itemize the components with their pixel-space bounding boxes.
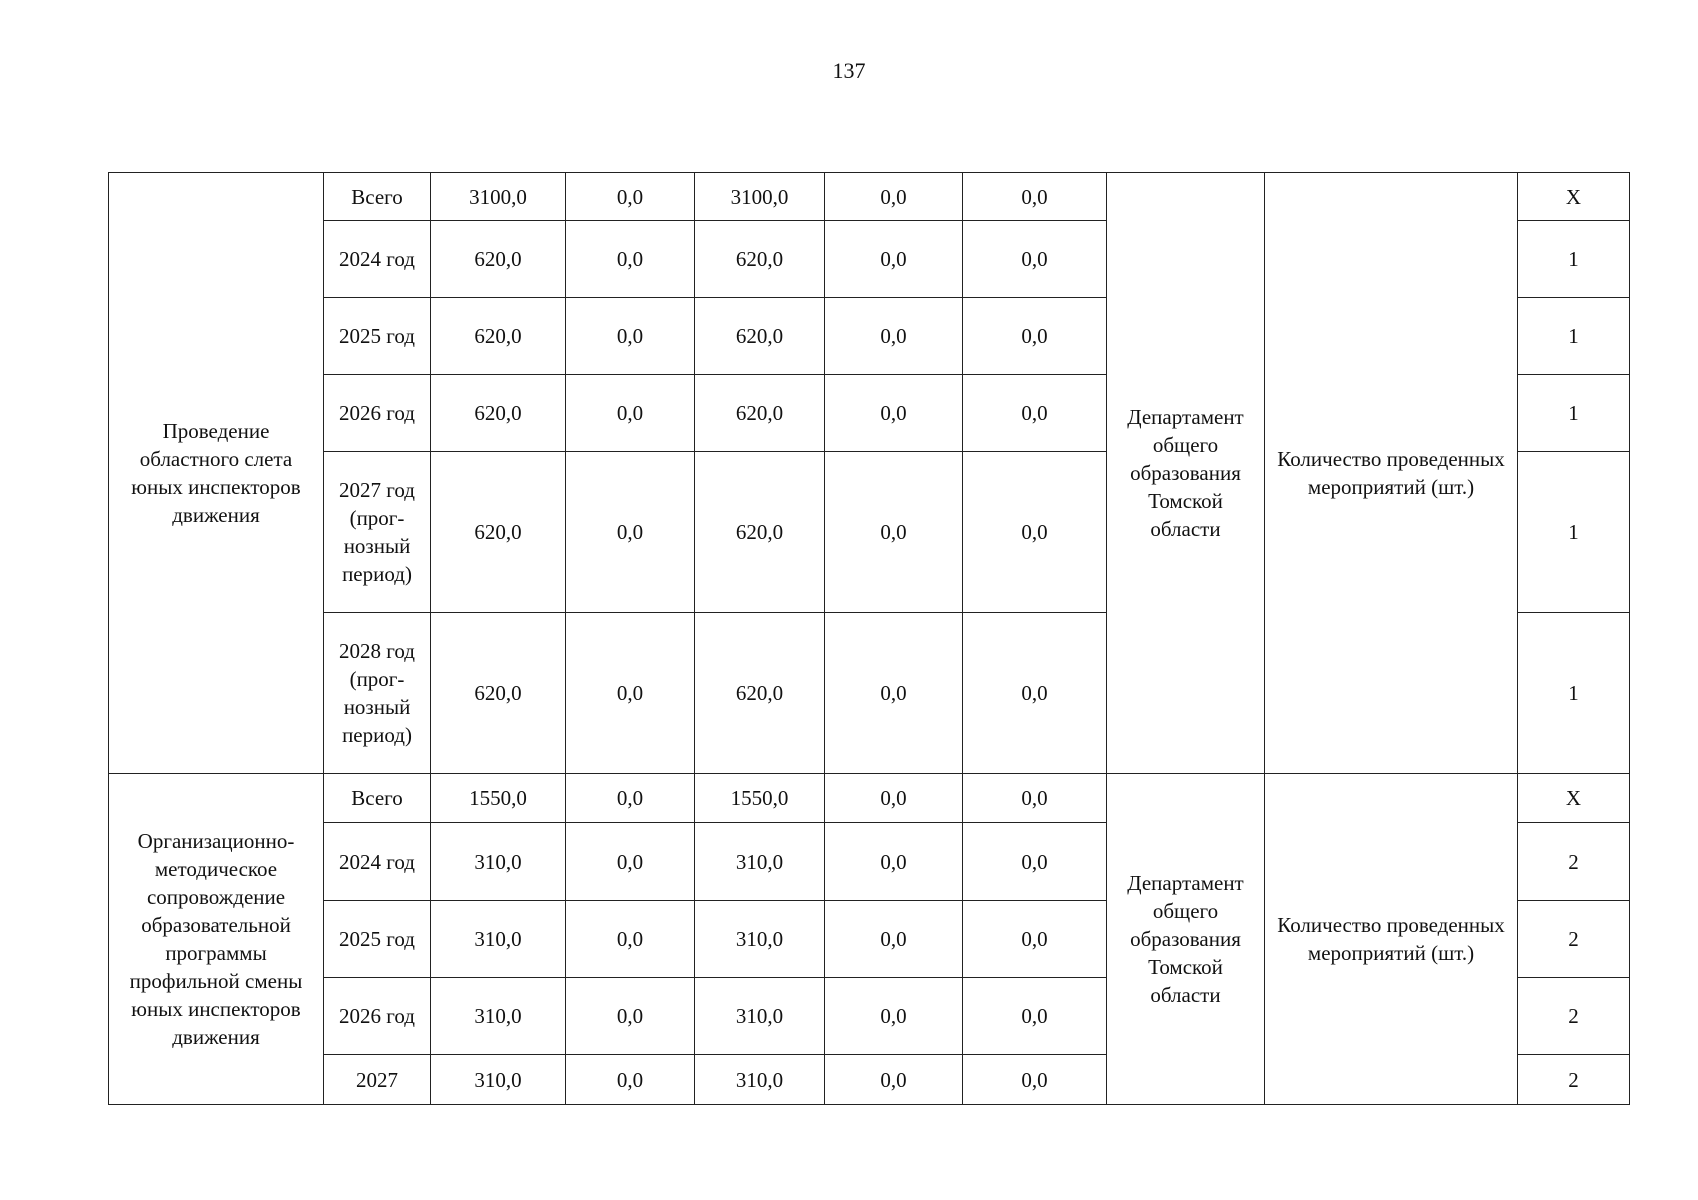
activity-name-cell: Организационно-методическое сопровождение образовательной программы профильной смены юных инспекторов движения — [109, 774, 324, 1105]
amount-cell-total: 620,0 — [431, 613, 566, 774]
amount-cell-c4: 0,0 — [963, 901, 1107, 978]
amount-cell-c4: 0,0 — [963, 613, 1107, 774]
responsible-executor-cell: Департамент общего образования Томской области — [1107, 774, 1265, 1105]
table-row — [109, 173, 1630, 221]
indicator-value-cell: 2 — [1518, 901, 1630, 978]
period-cell: Всего — [324, 774, 431, 823]
amount-cell-c1: 0,0 — [566, 823, 695, 901]
indicator-value-cell: 1 — [1518, 452, 1630, 613]
amount-cell-c2: 620,0 — [695, 298, 825, 375]
amount-cell-c3: 0,0 — [825, 1055, 963, 1105]
amount-cell-c3: 0,0 — [825, 978, 963, 1055]
period-cell: 2025 год — [324, 298, 431, 375]
amount-cell-c1: 0,0 — [566, 173, 695, 221]
amount-cell-c2: 620,0 — [695, 375, 825, 452]
indicator-name-cell: Количество проведенных мероприятий (шт.) — [1265, 173, 1518, 774]
amount-cell-c2: 620,0 — [695, 221, 825, 298]
amount-cell-c3: 0,0 — [825, 375, 963, 452]
amount-cell-total: 310,0 — [431, 823, 566, 901]
amount-cell-c3: 0,0 — [825, 774, 963, 823]
amount-cell-c2: 620,0 — [695, 613, 825, 774]
amount-cell-c2: 3100,0 — [695, 173, 825, 221]
amount-cell-c4: 0,0 — [963, 1055, 1107, 1105]
period-cell: 2024 год — [324, 221, 431, 298]
period-cell: 2025 год — [324, 901, 431, 978]
amount-cell-c4: 0,0 — [963, 452, 1107, 613]
indicator-value-cell: 2 — [1518, 978, 1630, 1055]
period-cell: 2028 год (прог-нозный период) — [324, 613, 431, 774]
amount-cell-c1: 0,0 — [566, 978, 695, 1055]
table-row — [109, 774, 1630, 823]
amount-cell-c3: 0,0 — [825, 298, 963, 375]
amount-cell-total: 3100,0 — [431, 173, 566, 221]
amount-cell-c2: 310,0 — [695, 823, 825, 901]
amount-cell-c4: 0,0 — [963, 298, 1107, 375]
amount-cell-c1: 0,0 — [566, 901, 695, 978]
amount-cell-c4: 0,0 — [963, 375, 1107, 452]
amount-cell-c1: 0,0 — [566, 375, 695, 452]
amount-cell-c4: 0,0 — [963, 978, 1107, 1055]
indicator-value-cell: 1 — [1518, 613, 1630, 774]
page-number: 137 — [832, 58, 866, 83]
indicator-value-cell: 2 — [1518, 823, 1630, 901]
amount-cell-c3: 0,0 — [825, 613, 963, 774]
amount-cell-c3: 0,0 — [825, 173, 963, 221]
amount-cell-total: 620,0 — [431, 375, 566, 452]
indicator-value-cell: 2 — [1518, 1055, 1630, 1105]
amount-cell-total: 620,0 — [431, 452, 566, 613]
period-cell: 2027 — [324, 1055, 431, 1105]
amount-cell-c1: 0,0 — [566, 221, 695, 298]
amount-cell-c1: 0,0 — [566, 452, 695, 613]
period-cell: 2027 год (прог-нозный период) — [324, 452, 431, 613]
amount-cell-c1: 0,0 — [566, 774, 695, 823]
indicator-value-cell: 1 — [1518, 221, 1630, 298]
amount-cell-c1: 0,0 — [566, 613, 695, 774]
amount-cell-c3: 0,0 — [825, 452, 963, 613]
indicator-value-cell: X — [1518, 774, 1630, 823]
amount-cell-c2: 310,0 — [695, 978, 825, 1055]
period-cell: 2026 год — [324, 375, 431, 452]
amount-cell-total: 1550,0 — [431, 774, 566, 823]
table-body — [109, 173, 1630, 1105]
amount-cell-total: 310,0 — [431, 1055, 566, 1105]
amount-cell-total: 310,0 — [431, 978, 566, 1055]
amount-cell-c4: 0,0 — [963, 221, 1107, 298]
amount-cell-c4: 0,0 — [963, 774, 1107, 823]
amount-cell-c1: 0,0 — [566, 1055, 695, 1105]
amount-cell-c1: 0,0 — [566, 298, 695, 375]
period-cell: 2024 год — [324, 823, 431, 901]
indicator-value-cell: 1 — [1518, 375, 1630, 452]
amount-cell-c2: 310,0 — [695, 1055, 825, 1105]
amount-cell-c2: 310,0 — [695, 901, 825, 978]
amount-cell-c3: 0,0 — [825, 221, 963, 298]
indicator-name-cell: Количество проведенных мероприятий (шт.) — [1265, 774, 1518, 1105]
amount-cell-c2: 620,0 — [695, 452, 825, 613]
amount-cell-c4: 0,0 — [963, 823, 1107, 901]
indicator-value-cell: 1 — [1518, 298, 1630, 375]
responsible-executor-cell: Департамент общего образования Томской области — [1107, 173, 1265, 774]
indicator-value-cell: X — [1518, 173, 1630, 221]
budget-table — [108, 172, 1630, 1105]
amount-cell-c4: 0,0 — [963, 173, 1107, 221]
activity-name-cell: Проведение областного слета юных инспекторов движения — [109, 173, 324, 774]
amount-cell-total: 310,0 — [431, 901, 566, 978]
amount-cell-c3: 0,0 — [825, 901, 963, 978]
amount-cell-total: 620,0 — [431, 221, 566, 298]
period-cell: Всего — [324, 173, 431, 221]
amount-cell-total: 620,0 — [431, 298, 566, 375]
amount-cell-c2: 1550,0 — [695, 774, 825, 823]
period-cell: 2026 год — [324, 978, 431, 1055]
amount-cell-c3: 0,0 — [825, 823, 963, 901]
